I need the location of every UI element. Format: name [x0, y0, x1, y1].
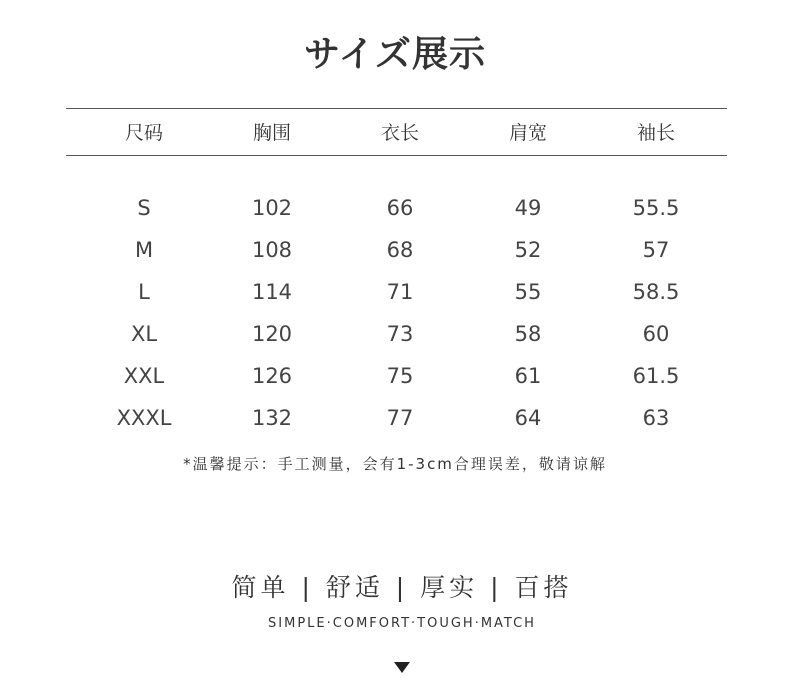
table-cell: 120 — [251, 322, 293, 346]
table-cell: 126 — [251, 364, 293, 388]
triangle-down-icon — [394, 662, 410, 673]
table-cell: 57 — [642, 238, 670, 262]
table-cell: 63 — [642, 406, 670, 430]
table-cell: 58 — [514, 322, 542, 346]
table-cell: 64 — [514, 406, 542, 430]
slogan-subtitle: SIMPLE·COMFORT·TOUGH·MATCH — [268, 616, 536, 631]
table-cell: 66 — [386, 196, 414, 220]
table-cell: XXXL — [116, 406, 172, 430]
table-cell: 77 — [386, 406, 414, 430]
table-cell: 58.5 — [632, 280, 680, 304]
table-cell: S — [137, 196, 151, 220]
table-cell: 49 — [514, 196, 542, 220]
table-cell: 52 — [514, 238, 542, 262]
table-cell: 73 — [386, 322, 414, 346]
table-cell: 55.5 — [632, 196, 680, 220]
table-cell: XXL — [123, 364, 165, 388]
table-cell: 61 — [514, 364, 542, 388]
table-cell: XL — [130, 322, 158, 346]
header-size: 尺码 — [124, 122, 163, 144]
table-cell: 132 — [251, 406, 293, 430]
table-cell: 102 — [251, 196, 293, 220]
table-cell: 68 — [386, 238, 414, 262]
table-cell: 108 — [251, 238, 293, 262]
table-cell: 71 — [386, 280, 414, 304]
measurement-note: *温馨提示：手工测量，会有1-3cm合理误差，敬请谅解 — [183, 455, 607, 473]
table-cell: M — [134, 238, 154, 262]
header-length: 衣长 — [380, 122, 419, 144]
table-cell: 114 — [251, 280, 293, 304]
table-top-rule — [66, 108, 727, 109]
table-cell: 61.5 — [632, 364, 680, 388]
table-header-rule — [66, 155, 727, 156]
header-shoulder: 肩宽 — [508, 122, 547, 144]
page-title: サイズ展示 — [303, 34, 487, 75]
header-sleeve: 袖长 — [636, 122, 675, 144]
table-cell: 55 — [514, 280, 542, 304]
table-cell: 60 — [642, 322, 670, 346]
table-cell: 75 — [386, 364, 414, 388]
table-cell: L — [138, 280, 150, 304]
slogan: 简单 | 舒适 | 厚实 | 百搭 — [231, 573, 573, 602]
header-chest: 胸围 — [252, 122, 291, 144]
